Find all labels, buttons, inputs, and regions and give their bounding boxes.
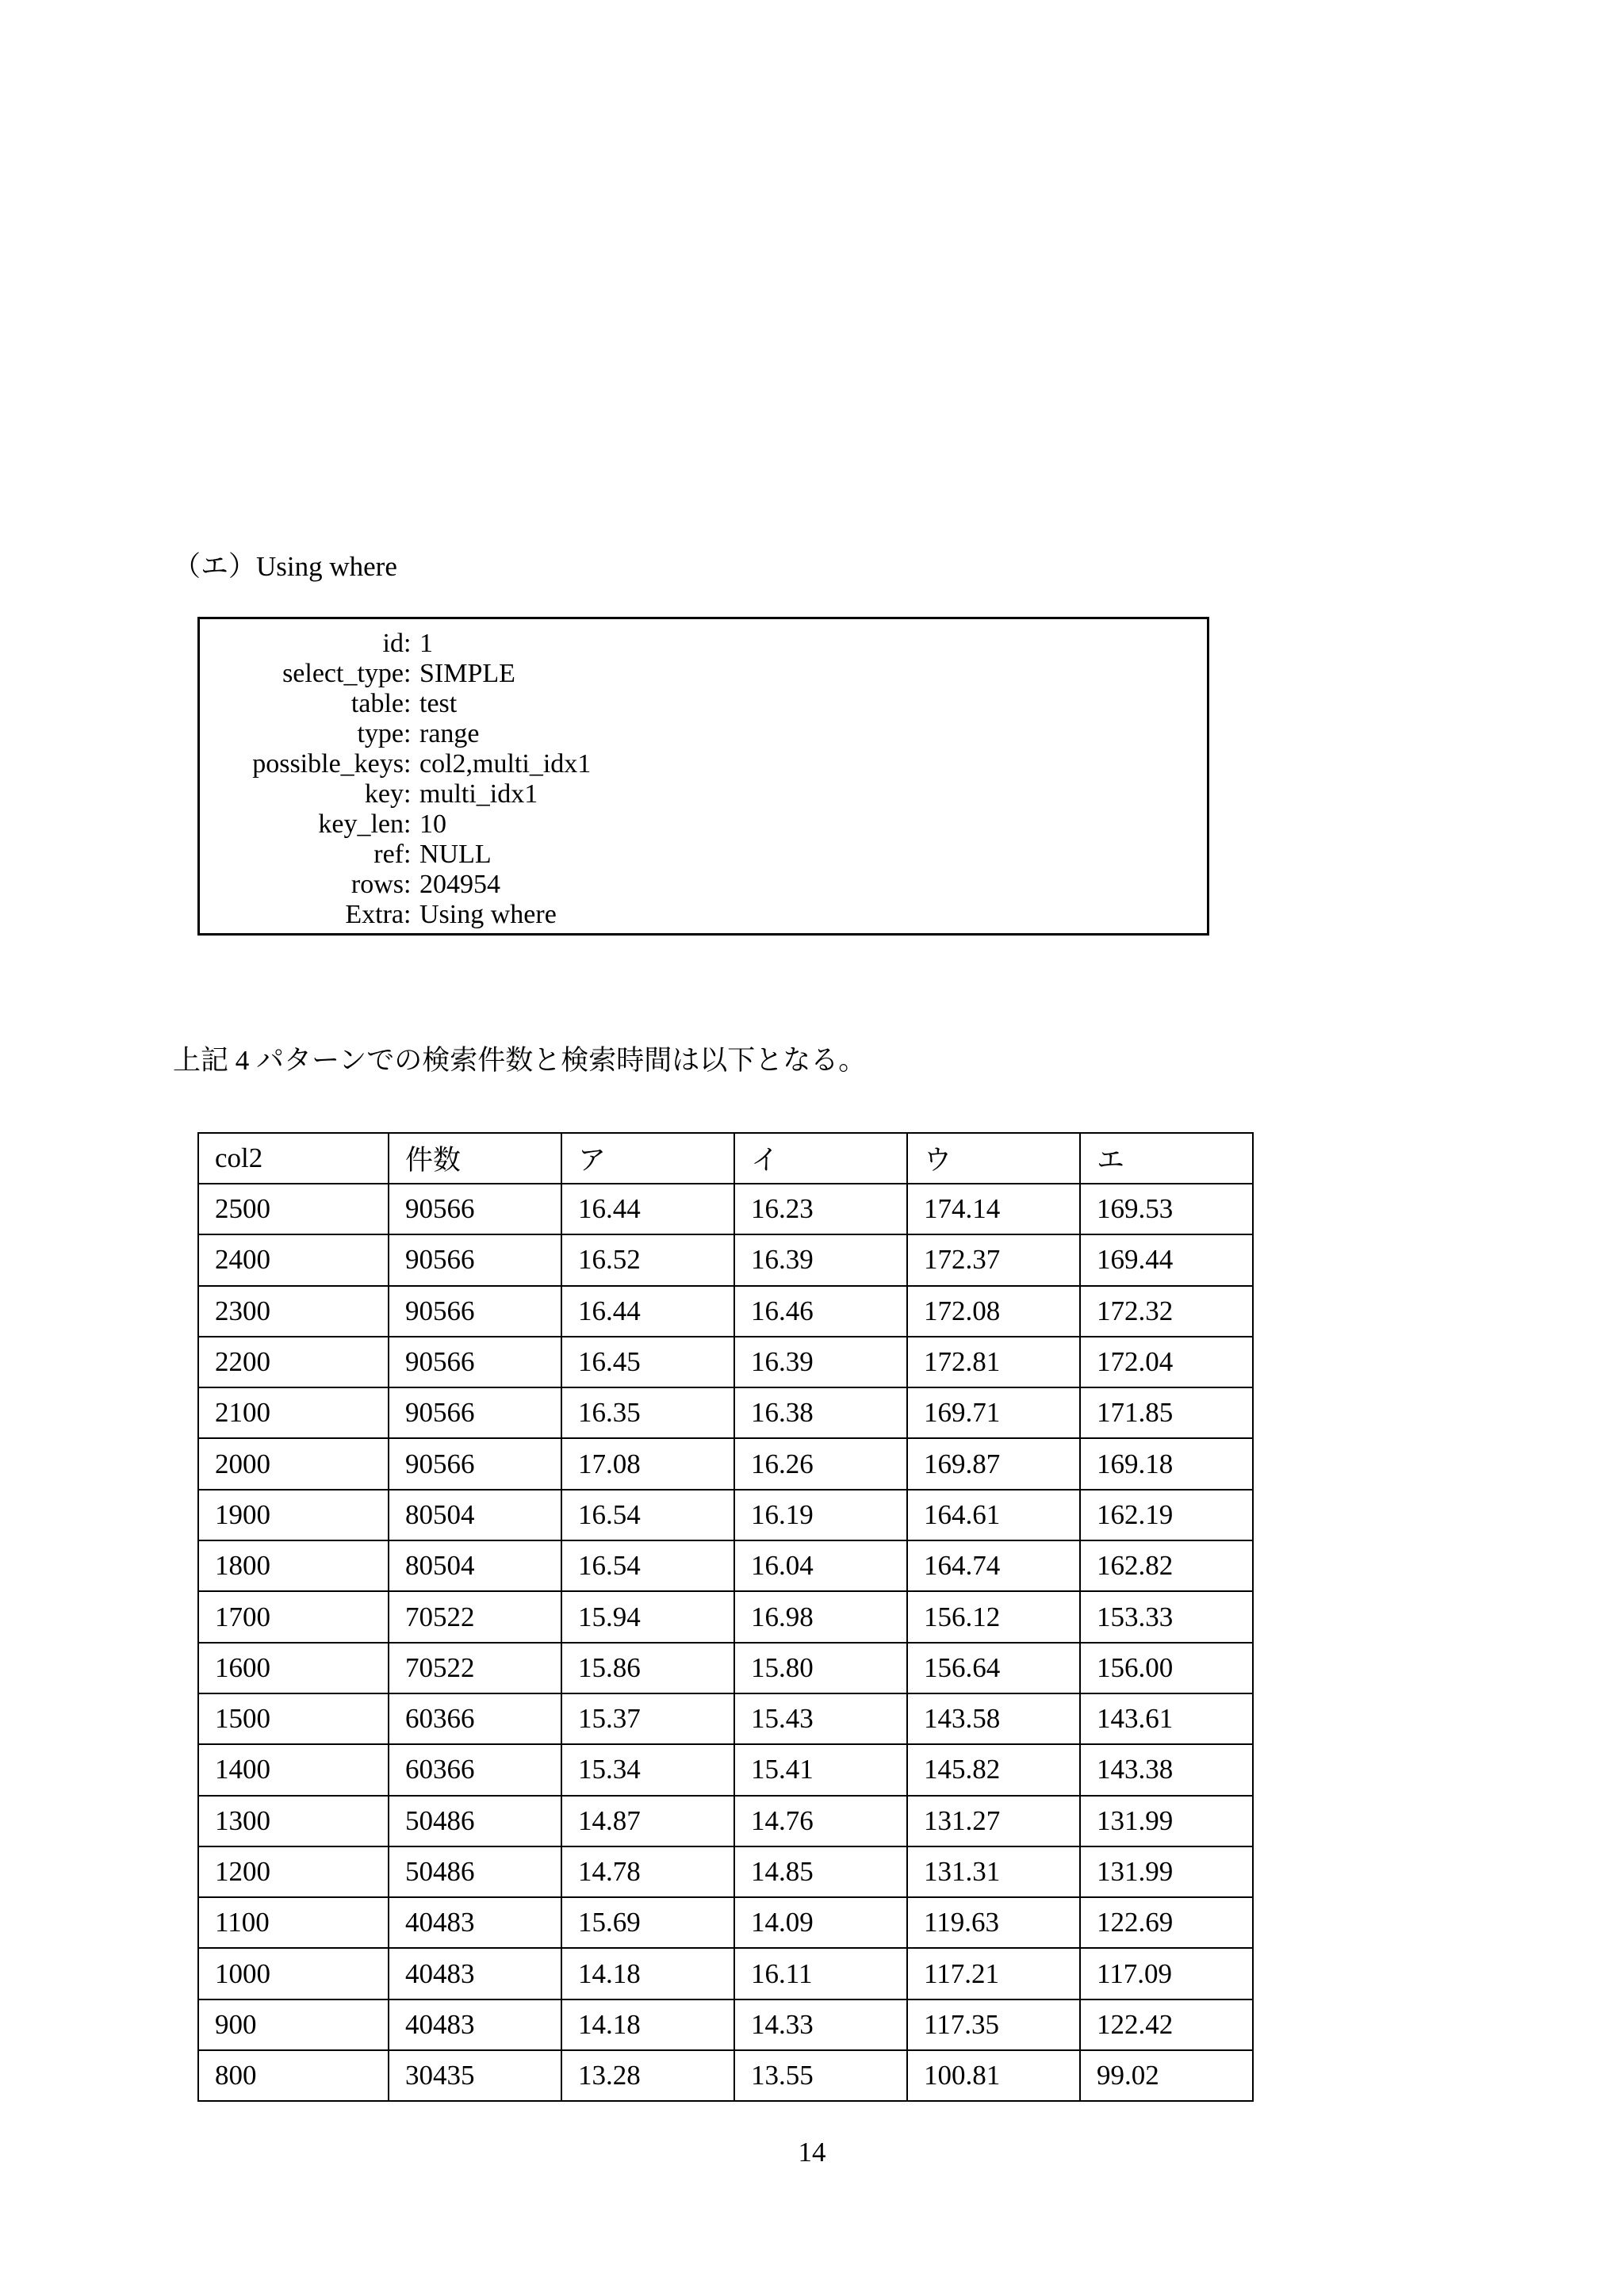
table-cell: 15.37 (561, 1693, 734, 1744)
explain-value: NULL (419, 840, 492, 869)
table-row (198, 1643, 1253, 1693)
table-cell: 1200 (198, 1846, 389, 1897)
table-cell: 17.08 (561, 1438, 734, 1489)
table-cell: 15.80 (734, 1643, 907, 1693)
table-cell: 131.99 (1080, 1846, 1253, 1897)
table-cell: 162.19 (1080, 1490, 1253, 1540)
table-cell: 16.35 (561, 1387, 734, 1438)
explain-value: range (419, 719, 480, 748)
table-cell: 117.35 (907, 1999, 1080, 2050)
table-cell: 100.81 (907, 2050, 1080, 2101)
table-cell: 153.33 (1080, 1591, 1253, 1642)
table-cell: 16.98 (734, 1591, 907, 1642)
table-cell: 15.69 (561, 1897, 734, 1948)
table-cell: 169.44 (1080, 1234, 1253, 1285)
table-cell: 70522 (389, 1591, 561, 1642)
explain-value: col2,multi_idx1 (419, 749, 592, 779)
table-cell: 162.82 (1080, 1540, 1253, 1591)
column-header: イ (734, 1133, 907, 1184)
table-cell: 14.78 (561, 1846, 734, 1897)
table-row (198, 2050, 1253, 2101)
explain-key: ref (373, 840, 404, 869)
table-row (198, 1796, 1253, 1846)
table-cell: 1300 (198, 1796, 389, 1846)
table-cell: 16.52 (561, 1234, 734, 1285)
table-cell: 1600 (198, 1643, 389, 1693)
table-row (198, 1744, 1253, 1795)
table-cell: 14.76 (734, 1796, 907, 1846)
table-cell: 117.21 (907, 1948, 1080, 1999)
explain-key: table (350, 689, 404, 718)
table-cell: 172.81 (907, 1337, 1080, 1387)
explain-row (200, 689, 458, 719)
explain-row (200, 719, 480, 749)
table-cell: 169.87 (907, 1438, 1080, 1489)
table-row (198, 1897, 1253, 1948)
table-row (198, 1337, 1253, 1387)
table-cell: 169.71 (907, 1387, 1080, 1438)
explain-separator: : (404, 629, 412, 658)
table-cell: 90566 (389, 1286, 561, 1337)
section-heading: （エ）Using where (173, 551, 397, 582)
table-cell: 156.00 (1080, 1643, 1253, 1693)
table-row (198, 1234, 1253, 1285)
table-cell: 16.38 (734, 1387, 907, 1438)
table-row (198, 1286, 1253, 1337)
table-cell: 16.23 (734, 1184, 907, 1234)
table-cell: 900 (198, 1999, 389, 2050)
table-cell: 164.74 (907, 1540, 1080, 1591)
table-cell: 16.54 (561, 1490, 734, 1540)
table-cell: 13.28 (561, 2050, 734, 2101)
table-cell: 156.12 (907, 1591, 1080, 1642)
table-row (198, 1591, 1253, 1642)
table-cell: 131.31 (907, 1846, 1080, 1897)
table-cell: 14.87 (561, 1796, 734, 1846)
explain-row (200, 779, 538, 809)
table-cell: 172.08 (907, 1286, 1080, 1337)
explain-key: possible_keys (252, 749, 404, 779)
table-cell: 13.55 (734, 2050, 907, 2101)
explain-separator: : (404, 900, 412, 929)
table-row (198, 1846, 1253, 1897)
table-cell: 122.42 (1080, 1999, 1253, 2050)
table-cell: 60366 (389, 1693, 561, 1744)
table-cell: 14.18 (561, 1999, 734, 2050)
table-cell: 119.63 (907, 1897, 1080, 1948)
table-cell: 14.85 (734, 1846, 907, 1897)
table-cell: 145.82 (907, 1744, 1080, 1795)
explain-value: multi_idx1 (419, 779, 538, 809)
explain-value: 10 (419, 809, 446, 839)
column-header: ア (561, 1133, 734, 1184)
table-cell: 122.69 (1080, 1897, 1253, 1948)
intro-paragraph: 上記 4 パターンでの検索件数と検索時間は以下となる。 (173, 1045, 867, 1076)
table-cell: 16.46 (734, 1286, 907, 1337)
table-cell: 15.94 (561, 1591, 734, 1642)
table-cell: 16.04 (734, 1540, 907, 1591)
explain-key: Extra (345, 900, 404, 929)
table-cell: 174.14 (907, 1184, 1080, 1234)
explain-row (200, 809, 446, 840)
table-cell: 15.43 (734, 1693, 907, 1744)
table-cell: 131.27 (907, 1796, 1080, 1846)
table-cell: 16.39 (734, 1234, 907, 1285)
table-cell: 2100 (198, 1387, 389, 1438)
table-cell: 131.99 (1080, 1796, 1253, 1846)
table-cell: 80504 (389, 1490, 561, 1540)
table-cell: 14.33 (734, 1999, 907, 2050)
table-row (198, 1387, 1253, 1438)
table-cell: 1500 (198, 1693, 389, 1744)
table-cell: 90566 (389, 1234, 561, 1285)
table-row (198, 1999, 1253, 2050)
table-cell: 80504 (389, 1540, 561, 1591)
table-cell: 70522 (389, 1643, 561, 1693)
table-cell: 16.54 (561, 1540, 734, 1591)
table-cell: 16.11 (734, 1948, 907, 1999)
table-cell: 40483 (389, 1948, 561, 1999)
explain-key: rows (350, 870, 404, 899)
explain-row (200, 900, 557, 930)
table-cell: 156.64 (907, 1643, 1080, 1693)
explain-row (200, 659, 515, 689)
explain-value: Using where (419, 900, 557, 929)
table-row (198, 1540, 1253, 1591)
table-row (198, 1693, 1253, 1744)
table-cell: 2300 (198, 1286, 389, 1337)
explain-separator: : (404, 779, 412, 809)
explain-separator: : (404, 659, 412, 688)
table-cell: 143.38 (1080, 1744, 1253, 1795)
table-cell: 15.41 (734, 1744, 907, 1795)
explain-value: 204954 (419, 870, 500, 899)
table-cell: 1800 (198, 1540, 389, 1591)
table-cell: 50486 (389, 1796, 561, 1846)
table-cell: 2400 (198, 1234, 389, 1285)
table-cell: 2500 (198, 1184, 389, 1234)
column-header: エ (1080, 1133, 1253, 1184)
table-cell: 1400 (198, 1744, 389, 1795)
table-cell: 15.34 (561, 1744, 734, 1795)
table-cell: 2000 (198, 1438, 389, 1489)
explain-key: key (364, 779, 404, 809)
table-cell: 172.37 (907, 1234, 1080, 1285)
explain-output-box (197, 617, 1209, 936)
table-cell: 1900 (198, 1490, 389, 1540)
table-header-row (198, 1133, 1253, 1184)
table-cell: 99.02 (1080, 2050, 1253, 2101)
table-cell: 1000 (198, 1948, 389, 1999)
explain-separator: : (404, 749, 412, 779)
explain-row (200, 840, 492, 870)
column-header: ウ (907, 1133, 1080, 1184)
table-cell: 1700 (198, 1591, 389, 1642)
explain-row (200, 749, 592, 779)
explain-separator: : (404, 689, 412, 718)
table-cell: 16.45 (561, 1337, 734, 1387)
explain-row (200, 870, 500, 900)
table-row (198, 1948, 1253, 1999)
table-cell: 2200 (198, 1337, 389, 1387)
table-row (198, 1438, 1253, 1489)
table-cell: 14.09 (734, 1897, 907, 1948)
table-cell: 90566 (389, 1184, 561, 1234)
table-cell: 800 (198, 2050, 389, 2101)
table-cell: 90566 (389, 1438, 561, 1489)
table-row (198, 1490, 1253, 1540)
table-cell: 172.04 (1080, 1337, 1253, 1387)
explain-value: SIMPLE (419, 659, 515, 688)
table-cell: 16.26 (734, 1438, 907, 1489)
page-number: 14 (798, 2137, 826, 2168)
table-cell: 50486 (389, 1846, 561, 1897)
explain-key: type (357, 719, 404, 748)
column-header: col2 (198, 1133, 389, 1184)
table-cell: 171.85 (1080, 1387, 1253, 1438)
table-cell: 16.39 (734, 1337, 907, 1387)
table-cell: 172.32 (1080, 1286, 1253, 1337)
table-cell: 14.18 (561, 1948, 734, 1999)
explain-row (200, 629, 433, 659)
table-cell: 16.44 (561, 1184, 734, 1234)
explain-key: select_type (282, 659, 404, 688)
table-cell: 16.19 (734, 1490, 907, 1540)
table-cell: 40483 (389, 1999, 561, 2050)
column-header: 件数 (389, 1133, 561, 1184)
table-cell: 16.44 (561, 1286, 734, 1337)
table-cell: 40483 (389, 1897, 561, 1948)
explain-key: key_len (318, 809, 404, 839)
explain-key: id (382, 629, 404, 658)
explain-separator: : (404, 870, 412, 899)
table-cell: 30435 (389, 2050, 561, 2101)
table-cell: 1100 (198, 1897, 389, 1948)
table-cell: 15.86 (561, 1643, 734, 1693)
table-cell: 60366 (389, 1744, 561, 1795)
table-row (198, 1184, 1253, 1234)
table-cell: 164.61 (907, 1490, 1080, 1540)
table-cell: 143.58 (907, 1693, 1080, 1744)
explain-separator: : (404, 840, 412, 869)
explain-value: 1 (419, 629, 433, 658)
explain-separator: : (404, 719, 412, 748)
table-cell: 90566 (389, 1387, 561, 1438)
table-cell: 169.18 (1080, 1438, 1253, 1489)
table-cell: 90566 (389, 1337, 561, 1387)
explain-value: test (419, 689, 458, 718)
table-cell: 117.09 (1080, 1948, 1253, 1999)
table-cell: 169.53 (1080, 1184, 1253, 1234)
search-results-table (197, 1132, 1254, 2102)
explain-separator: : (404, 809, 412, 839)
table-cell: 143.61 (1080, 1693, 1253, 1744)
